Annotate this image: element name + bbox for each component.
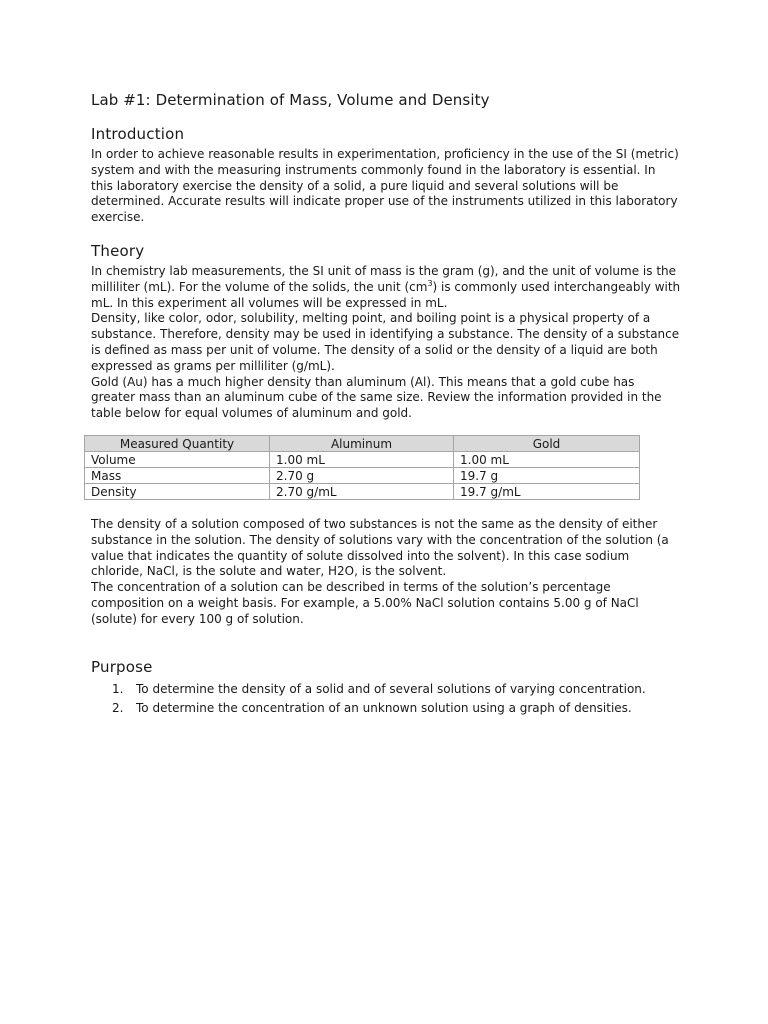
table-cell: Mass	[85, 468, 270, 484]
table-header-cell: Measured Quantity	[85, 436, 270, 452]
purpose-item-number: 2.	[112, 701, 124, 715]
theory-text-2: Density, like color, odor, solubility, melting point, and boiling point is a physical property of a substance. Therefore, density may be used in identifying a substance. The density of a substance is defined as mass per unit of volume. The density of a solid or the density of a liquid are both expressed as grams per milliliter (g/mL).	[91, 311, 680, 373]
table-row	[85, 468, 640, 484]
purpose-item-text: To determine the concentration of an unknown solution using a graph of densities.	[136, 701, 632, 715]
table-cell: 2.70 g	[270, 468, 454, 484]
table-cell: 19.7 g/mL	[454, 484, 640, 500]
table-cell: 1.00 mL	[270, 452, 454, 468]
table-cell: 2.70 g/mL	[270, 484, 454, 500]
table-cell: 19.7 g	[454, 468, 640, 484]
theory-text-1	[91, 264, 681, 311]
introduction-heading: Introduction	[91, 125, 185, 143]
purpose-item-number: 1.	[112, 682, 124, 696]
purpose-heading: Purpose	[91, 658, 153, 676]
table-header-cell: Aluminum	[270, 436, 454, 452]
table-header-cell: Gold	[454, 436, 640, 452]
table-cell: 1.00 mL	[454, 452, 640, 468]
solution-paragraph	[91, 517, 681, 628]
theory-heading: Theory	[91, 242, 145, 260]
theory-text-1-b: ) is commonly used interchangeably with mL. In this experiment all volumes will be expressed in mL.	[91, 279, 681, 310]
purpose-item-text: To determine the density of a solid and of several solutions of varying concentration.	[136, 682, 646, 696]
table-header-row	[85, 436, 640, 452]
table-row	[85, 452, 640, 468]
purpose-list	[91, 681, 691, 719]
solution-text-2: The concentration of a solution can be described in terms of the solution’s percentage composition on a weight basis. For example, a 5.00% NaCl solution contains 5.00 g of NaCl (solute) for every 100 g of solution.	[91, 580, 639, 626]
theory-text-3: Gold (Au) has a much higher density than aluminum (Al). This means that a gold cube has greater mass than an aluminum cube of the same size. Review the information provided in the table below for equal volumes of aluminum and gold.	[91, 374, 662, 421]
table-cell: Density	[85, 484, 270, 500]
solution-text-1: The density of a solution composed of two substances is not the same as the density of either substance in the solution. The density of solutions vary with the concentration of the solution (a value that indicates the quantity of solute dissolved into the solvent). In this case sodium chloride, NaCl, is the solute and water, H2O, is the solvent.	[91, 517, 669, 579]
purpose-item	[91, 681, 691, 698]
theory-paragraph	[91, 264, 681, 422]
introduction-paragraph	[91, 147, 681, 226]
purpose-item	[91, 700, 691, 717]
table-cell: Volume	[85, 452, 270, 468]
table-row	[85, 484, 640, 500]
document-title: Lab #1: Determination of Mass, Volume and Density	[91, 91, 490, 109]
introduction-text: In order to achieve reasonable results in experimentation, proficiency in the use of the SI (metric) system and with the measuring instruments commonly found in the laboratory is essential. In this laboratory exercise the density of a solid, a pure liquid and several solutions will be determined. Accurate results will indicate proper use of the instruments utilized in this laboratory exercise.	[91, 147, 679, 225]
density-table	[84, 435, 640, 500]
theory-text-1-a: In chemistry lab measurements, the SI unit of mass is the gram (g), and the unit of volume is the milliliter (mL). For the volume of the solids, the unit (cm	[91, 264, 677, 294]
superscript-three: 3	[427, 278, 433, 288]
